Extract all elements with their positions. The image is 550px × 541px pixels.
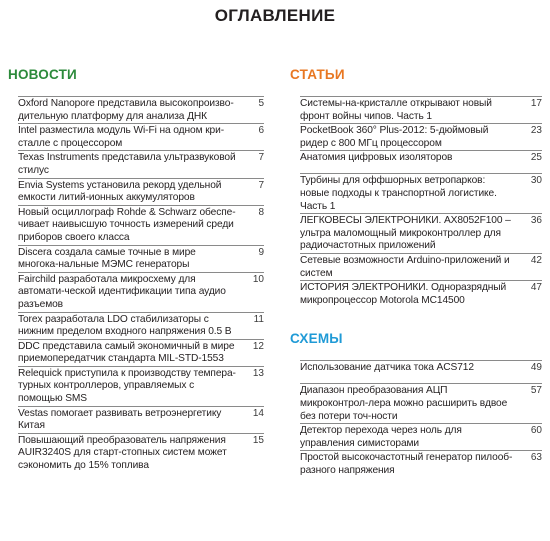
toc-entry-page: 15 [252, 434, 264, 446]
toc-entry-title: Турбины для оффшорных ветропарков: новые подходы к транспортной логистике. Часть 1 [300, 175, 497, 212]
toc-entry-title: Простой высокочастотный генератор пилооб-разного напряжения [300, 452, 513, 476]
articles-heading: СТАТЬИ [290, 67, 345, 82]
toc-entry[interactable] [8, 245, 264, 272]
toc-entry-page: 10 [252, 273, 264, 285]
toc-entry[interactable] [8, 272, 264, 312]
right-column [290, 66, 542, 477]
toc-entry[interactable] [290, 150, 542, 173]
toc-entry-page: 12 [252, 340, 264, 352]
toc-entry-title: Использование датчика тока ACS712 [300, 362, 474, 374]
articles-list [290, 96, 542, 307]
toc-entry-title: PocketBook 360° Plus-2012: 5-дюймовый ридер с 800 МГц процессором [300, 125, 489, 149]
toc-entry[interactable] [8, 123, 264, 150]
toc-entry[interactable] [290, 96, 542, 123]
toc-entry-page: 60 [530, 425, 542, 437]
toc-entry-page: 14 [252, 407, 264, 419]
toc-entry-title: Диапазон преобразования АЦП микроконтрол-лера можно расширить вдвое без потери точ-ности [300, 385, 508, 422]
toc-entry-page: 11 [253, 313, 264, 325]
toc-entry[interactable] [8, 312, 264, 339]
toc-entry[interactable] [8, 150, 264, 177]
toc-entry[interactable] [290, 173, 542, 213]
toc-entry-page: 23 [530, 125, 542, 137]
schemes-heading: СХЕМЫ [290, 331, 343, 347]
toc-entry[interactable] [290, 280, 542, 307]
toc-entry-title: Discera создала самые точные в мире многока-нальные МЭМС генераторы [18, 246, 196, 271]
toc-entry-title: Fairchild разработала микросхему для автомати-ческой идентификации типа аудио разъемов [18, 273, 226, 310]
toc-entry[interactable] [290, 123, 542, 150]
news-list [8, 96, 264, 473]
toc-entry[interactable] [290, 423, 542, 450]
toc-entry-title: Повышающий преобразователь напряжения AUIR3240S для старт-стопных систем может сэкономить до 15% топлива [18, 434, 227, 472]
toc-entry[interactable] [8, 96, 264, 123]
toc-entry-page: 30 [530, 175, 542, 187]
toc-entry[interactable] [8, 205, 264, 245]
section-gap [290, 307, 542, 330]
toc-entry-title: Новый осциллограф Rohde & Schwarz обеспе-чивает наивысшую точность измерений среди приборов своего класса [18, 206, 236, 243]
page-title: ОГЛАВЛЕНИЕ [214, 6, 336, 25]
toc-entry[interactable] [8, 178, 264, 205]
toc-entry-title: DDC представила самый экономичный в мире приемопередатчик стандарта MIL-STD-1553 [18, 340, 235, 365]
toc-entry[interactable] [290, 253, 542, 280]
toc-entry-page: 6 [258, 125, 264, 137]
toc-entry-page: 17 [530, 98, 542, 109]
toc-entry-title: Texas Instruments представила ультразвуковой стилус [18, 152, 236, 176]
toc-entry[interactable] [8, 366, 264, 406]
schemes-list [290, 360, 542, 477]
toc-entry[interactable] [290, 360, 542, 383]
toc-entry-page: 7 [258, 179, 264, 191]
toc-entry-page: 25 [530, 152, 542, 164]
toc-entry-page: 9 [258, 246, 264, 258]
toc-entry-title: Системы-на-кристалле открывают новый фронт войны чипов. Часть 1 [300, 98, 492, 122]
toc-entry-page: 42 [530, 254, 542, 266]
toc-entry-page: 8 [258, 206, 264, 218]
toc-entry-page: 36 [530, 215, 542, 227]
news-column [8, 66, 264, 473]
toc-entry[interactable] [290, 450, 542, 477]
toc-entry-title: Intel разместила модуль Wi-Fi на одном кри-сталле с процессором [18, 125, 225, 149]
toc-entry-title: Анатомия цифровых изоляторов [300, 152, 453, 164]
toc-entry-title: ЛЕГКОВЕСЫ ЭЛЕКТРОНИКИ. AX8052F100 – ультра маломощный микроконтроллер для радиочастотных приложений [300, 215, 511, 252]
toc-entry-title: Relequick приступила к производству темпера-турных контроллеров, управляемых с помощью SMS [18, 367, 236, 405]
toc-entry-page: 63 [530, 452, 542, 464]
toc-entry[interactable] [290, 213, 542, 253]
toc-entry-title: Torex разработала LDO стабилизаторы с нижним пределом входного напряжения 0.5 В [18, 313, 232, 338]
toc-entry-title: ИСТОРИЯ ЭЛЕКТРОНИКИ. Одноразрядный микропроцессор Motorola MC14500 [300, 282, 507, 306]
toc-entry[interactable] [8, 406, 264, 433]
toc-entry-title: Oxford Nanopore представила высокопроизво-дительную платформу для анализа ДНК [18, 98, 234, 122]
toc-entry-page: 5 [258, 98, 264, 109]
toc-entry-page: 47 [530, 282, 542, 294]
toc-entry-page: 7 [258, 152, 264, 164]
news-heading: НОВОСТИ [8, 67, 77, 82]
toc-entry-title: Сетевые возможности Arduino-приложений и систем [300, 254, 510, 279]
toc-entry[interactable] [8, 339, 264, 366]
toc-entry-title: Детектор перехода через ноль для управления симисторами [300, 425, 462, 449]
toc-entry[interactable] [8, 433, 264, 473]
toc-entry-page: 57 [530, 385, 542, 397]
toc-entry-page: 13 [252, 367, 264, 379]
toc-entry-page: 49 [530, 362, 542, 374]
toc-entry-title: Vestas помогает развивать ветроэнергетику Китая [18, 407, 222, 432]
toc-entry[interactable] [290, 383, 542, 423]
toc-entry-title: Envia Systems установила рекорд удельной емкости литий-ионных аккумуляторов [18, 179, 222, 204]
